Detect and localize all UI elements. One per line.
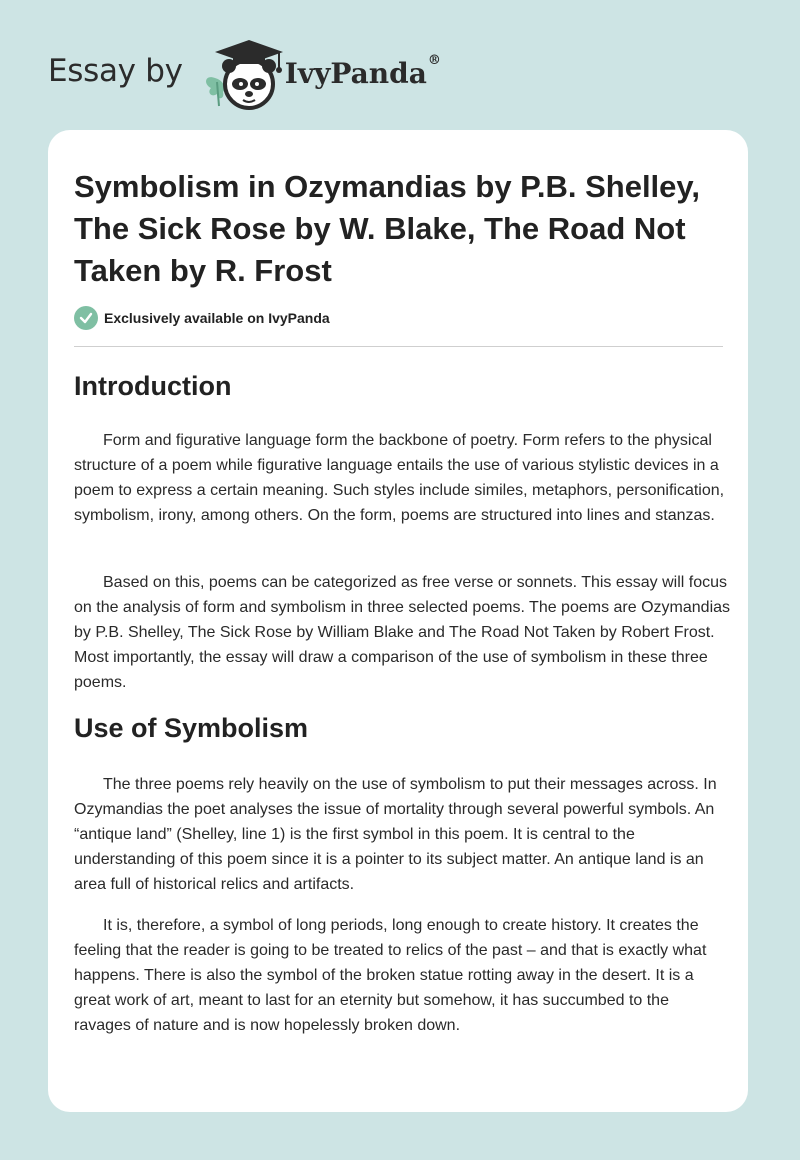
section-heading-introduction: Introduction — [74, 371, 232, 401]
brand-header[interactable] — [48, 34, 441, 114]
exclusive-badge — [74, 306, 330, 330]
paragraph: Based on this, poems can be categorized as free verse or sonnets. This essay will focus on the analysis of form and symbolism in three selected poems. The poems are Ozymandias by P.B. Shelley, The Sick Rose by William Blake and The Road Not Taken by Robert Frost. Most importantly, the essay will draw a comparison of the use of symbolism in these three poems. — [74, 574, 731, 691]
check-icon — [74, 306, 98, 330]
essay-card — [48, 130, 748, 1112]
brand-essay-by: Essay by — [48, 53, 183, 89]
divider — [74, 346, 723, 347]
section-heading-use-of-symbolism: Use of Symbolism — [74, 713, 309, 743]
paragraph: The three poems rely heavily on the use of symbolism to put their messages across. In Ozymandias the poet analyses the issue of mortality through several powerful symbols. An “antique land” (Shelley, line 1) is the first symbol in this poem. It is central to the understanding of this poem since it is a pointer to its subject matter. An antique land is an area full of historical relics and artifacts. — [74, 776, 717, 893]
exclusive-label: Exclusively available on IvyPanda — [104, 310, 330, 326]
brand-name: IvyPanda® — [284, 52, 441, 90]
panda-graduate-icon — [197, 34, 289, 114]
paragraph: Form and figurative language form the backbone of poetry. Form refers to the physical structure of a poem while figurative language entails the use of various stylistic devices in a poem to express a certain meaning. Such styles include similes, metaphors, personification, symbolism, irony, among others. On the form, poems are structured into lines and stanzas. — [74, 432, 725, 524]
page-title: Symbolism in Ozymandias by P.B. Shelley, The Sick Rose by W. Blake, The Road Not Taken by R. Frost — [74, 169, 700, 288]
paragraph: It is, therefore, a symbol of long periods, long enough to create history. It creates the feeling that the reader is going to be treated to relics of the past – and that is exactly what happens. There is also the symbol of the broken statue rotting away in the desert. It is a great work of art, meant to last for an eternity but somehow, it has succumbed to the ravages of nature and is now hopelessly broken down. — [74, 917, 707, 1034]
